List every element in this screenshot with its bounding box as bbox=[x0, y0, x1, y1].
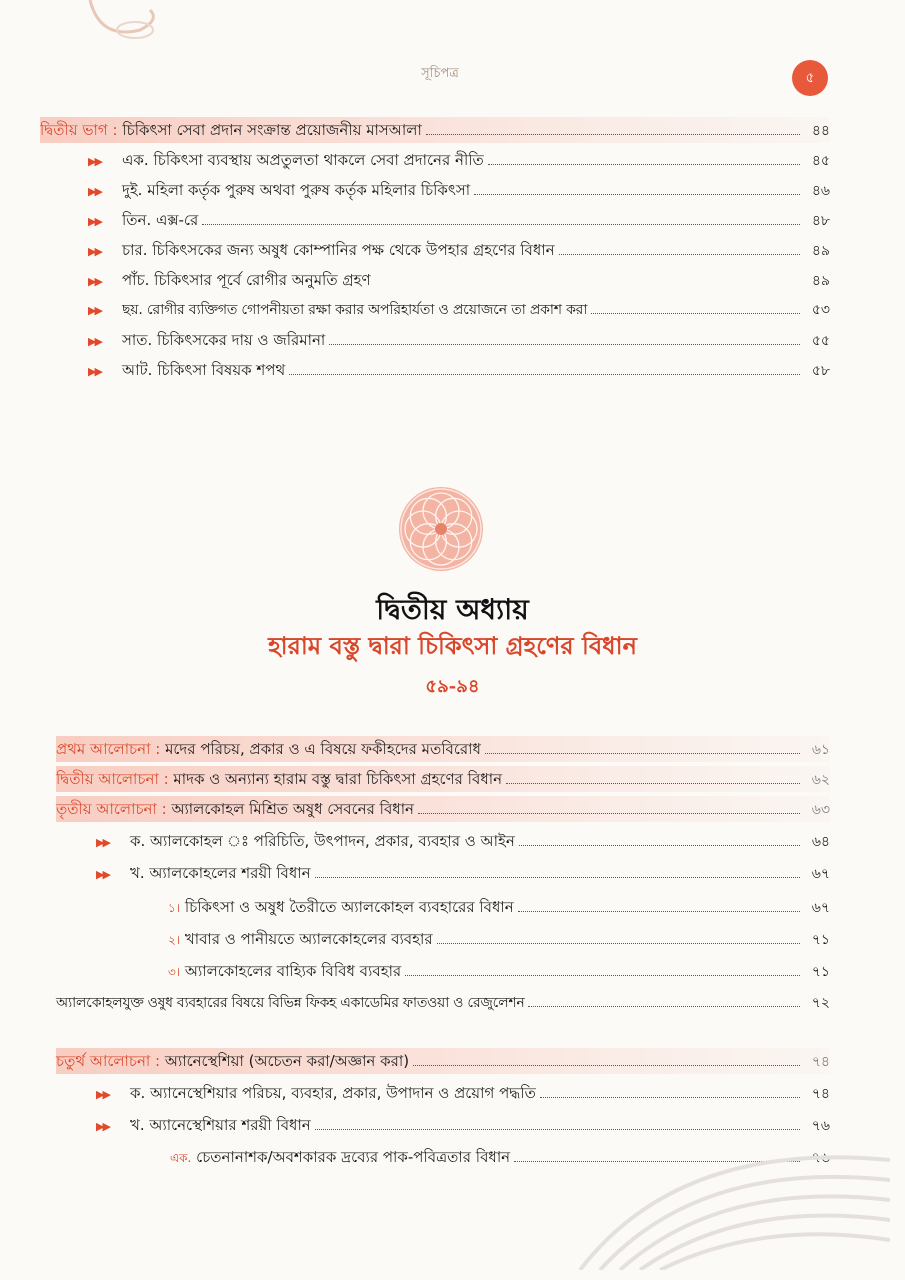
toc-entry[interactable] bbox=[96, 860, 830, 886]
toc-label: দুই. মহিলা কর্তৃক পুরুষ অথবা পুরুষ কর্তৃক মহিলার চিকিৎসা bbox=[122, 181, 471, 199]
toc-entry[interactable] bbox=[88, 327, 830, 353]
toc-subentry[interactable] bbox=[168, 958, 830, 984]
toc-page: ৬৭ bbox=[811, 866, 830, 882]
toc-label: এক. চিকিৎসা ব্যবস্থায় অপ্রতুলতা থাকলে সেবা প্রদানের নীতি bbox=[122, 151, 484, 169]
toc-label: অ্যালকোহলযুক্ত ওষুধ ব্যবহারের বিষয়ে বিভিন্ন ফিকহ একাডেমির ফাতওয়া ও রেজুলেশন bbox=[56, 995, 525, 1011]
toc-number: ২। bbox=[168, 933, 181, 947]
toc-page: ৬৭ bbox=[811, 900, 830, 916]
dot-leader bbox=[202, 224, 800, 225]
double-arrow-icon: ▶▶ bbox=[96, 1088, 109, 1101]
toc-label bbox=[168, 894, 514, 921]
toc-entry[interactable] bbox=[88, 297, 830, 323]
toc-page: ৬৪ bbox=[811, 834, 830, 850]
toc-title: মাদক ও অন্যান্য হারাম বস্তু দ্বারা চিকিৎসা গ্রহণের বিধান bbox=[173, 770, 503, 788]
dot-leader bbox=[518, 911, 800, 912]
toc-label: ছয়. রোগীর ব্যক্তিগত গোপনীয়তা রক্ষা করার অপরিহার্যতা ও প্রয়োজনে তা প্রকাশ করা bbox=[122, 302, 588, 318]
decorative-wave-icon bbox=[560, 1100, 890, 1270]
double-arrow-icon: ▶▶ bbox=[88, 335, 101, 348]
toc-label: খ. অ্যানেস্থেশিয়ার শরয়ী বিধান bbox=[130, 1116, 311, 1134]
double-arrow-icon: ▶▶ bbox=[96, 868, 109, 881]
toc-title: চেতনানাশক/অবশকারক দ্রব্যের পাক-পবিত্রতার বিধান bbox=[196, 1148, 511, 1166]
running-title: সূচিপত্র bbox=[421, 66, 459, 81]
toc-page: ৫৩ bbox=[811, 302, 830, 318]
toc-discussion-heading[interactable] bbox=[56, 766, 830, 792]
dot-leader bbox=[315, 877, 800, 878]
toc-discussion-heading[interactable] bbox=[56, 736, 830, 762]
dot-leader bbox=[591, 313, 800, 314]
toc-page: ৬২ bbox=[811, 772, 830, 788]
toc-number: এক. bbox=[170, 1151, 192, 1165]
toc-page: ৪৯ bbox=[811, 273, 830, 289]
toc-page: ৫৮ bbox=[811, 363, 830, 379]
dot-leader bbox=[426, 134, 800, 135]
toc-entry[interactable] bbox=[96, 828, 830, 854]
dot-leader bbox=[528, 1006, 800, 1007]
toc-title: অ্যালকোহলের বাহ্যিক বিবিধ ব্যবহার bbox=[184, 962, 402, 980]
double-arrow-icon: ▶▶ bbox=[88, 245, 101, 258]
toc-label bbox=[56, 766, 502, 792]
dot-leader bbox=[329, 344, 800, 345]
dot-leader bbox=[437, 943, 800, 944]
toc-page: ৫৫ bbox=[811, 333, 830, 349]
double-arrow-icon: ▶▶ bbox=[88, 155, 101, 168]
toc-entry[interactable] bbox=[88, 267, 830, 293]
toc-page: ৭৬ bbox=[811, 1118, 830, 1134]
toc-entry[interactable] bbox=[56, 990, 830, 1016]
toc-label bbox=[168, 958, 401, 985]
toc-label: পাঁচ. চিকিৎসার পূর্বে রোগীর অনুমতি গ্রহণ bbox=[122, 271, 371, 289]
toc-label: খ. অ্যালকোহলের শরয়ী বিধান bbox=[130, 864, 311, 882]
decorative-corner-icon bbox=[60, 0, 180, 60]
toc-label bbox=[56, 796, 414, 822]
rosette-ornament-icon bbox=[396, 484, 486, 574]
toc-entry[interactable] bbox=[88, 147, 830, 173]
toc-label: ক. অ্যালকোহল ঃ পরিচিতি, উৎপাদন, প্রকার, ব্যবহার ও আইন bbox=[130, 832, 515, 850]
toc-label bbox=[40, 117, 422, 143]
toc-label bbox=[168, 926, 433, 953]
dot-leader bbox=[488, 164, 800, 165]
toc-prefix: চতুর্থ আলোচনা : bbox=[56, 1052, 161, 1070]
dot-leader bbox=[413, 1065, 800, 1066]
page-number-badge: ৫ bbox=[792, 60, 828, 96]
double-arrow-icon: ▶▶ bbox=[88, 304, 101, 317]
toc-page: ৪৬ bbox=[811, 183, 830, 199]
dot-leader bbox=[540, 1097, 800, 1098]
toc-page: ৪৪ bbox=[811, 123, 830, 139]
toc-page: ৪৯ bbox=[811, 243, 830, 259]
chapter-subtitle: হারাম বস্তু দ্বারা চিকিৎসা গ্রহণের বিধান bbox=[268, 631, 637, 660]
chapter-title: দ্বিতীয় অধ্যায় bbox=[376, 593, 529, 626]
toc-number: ১। bbox=[168, 901, 181, 915]
double-arrow-icon: ▶▶ bbox=[88, 365, 101, 378]
toc-title: খাবার ও পানীয়তে অ্যালকোহলের ব্যবহার bbox=[184, 930, 433, 948]
toc-page: ৭১ bbox=[811, 964, 830, 980]
toc-title: মদের পরিচয়, প্রকার ও এ বিষয়ে ফকীহদের মতবিরোধ bbox=[165, 740, 481, 758]
toc-entry[interactable] bbox=[88, 207, 830, 233]
toc-prefix: প্রথম আলোচনা : bbox=[56, 740, 161, 758]
toc-label: ক. অ্যানেস্থেশিয়ার পরিচয়, ব্যবহার, প্রকার, উপাদান ও প্রয়োগ পদ্ধতি bbox=[130, 1084, 536, 1102]
toc-label: সাত. চিকিৎসকের দায় ও জরিমানা bbox=[122, 331, 326, 349]
double-arrow-icon: ▶▶ bbox=[88, 215, 101, 228]
double-arrow-icon: ▶▶ bbox=[96, 1120, 109, 1133]
toc-page: ৭৬ bbox=[811, 1150, 830, 1166]
chapter-page-range: ৫৯-৯৪ bbox=[425, 676, 480, 697]
double-arrow-icon: ▶▶ bbox=[88, 275, 101, 288]
toc-entry[interactable] bbox=[88, 177, 830, 203]
dot-leader bbox=[405, 975, 800, 976]
toc-page: ৪৮ bbox=[811, 213, 830, 229]
toc-page: ৪৫ bbox=[811, 153, 830, 169]
toc-label: আট. চিকিৎসা বিষয়ক শপথ bbox=[122, 361, 286, 379]
dot-leader bbox=[418, 813, 800, 814]
toc-discussion-heading[interactable] bbox=[56, 796, 830, 822]
toc-title: অ্যানেস্থেশিয়া (অচেতন করা/অজ্ঞান করা) bbox=[164, 1052, 410, 1070]
toc-prefix: দ্বিতীয় আলোচনা : bbox=[56, 770, 169, 788]
toc-number: ৩। bbox=[168, 965, 181, 979]
dot-leader bbox=[289, 374, 800, 375]
toc-prefix: তৃতীয় আলোচনা : bbox=[56, 800, 167, 818]
double-arrow-icon: ▶▶ bbox=[96, 836, 109, 849]
dot-leader bbox=[506, 783, 800, 784]
dot-leader bbox=[559, 254, 800, 255]
toc-entry[interactable] bbox=[88, 237, 830, 263]
toc-title: অ্যালকোহল মিশ্রিত অষুধ সেবনের বিধান bbox=[171, 800, 414, 818]
toc-label: চার. চিকিৎসকের জন্য অষুধ কোম্পানির পক্ষ থেকে উপহার গ্রহণের বিধান bbox=[122, 241, 555, 259]
toc-page: ৭২ bbox=[811, 995, 830, 1011]
toc-prefix: দ্বিতীয় ভাগ : bbox=[40, 121, 118, 139]
toc-subentry[interactable] bbox=[168, 894, 830, 920]
dot-leader bbox=[485, 753, 800, 754]
toc-subentry[interactable] bbox=[168, 926, 830, 952]
double-arrow-icon: ▶▶ bbox=[88, 185, 101, 198]
dot-leader bbox=[474, 194, 800, 195]
toc-entry[interactable] bbox=[88, 357, 830, 383]
toc-page: ৬১ bbox=[811, 742, 830, 758]
toc-label bbox=[170, 1144, 510, 1171]
dot-leader bbox=[519, 845, 800, 846]
toc-page: ৭৪ bbox=[811, 1054, 830, 1070]
page-header bbox=[0, 0, 905, 100]
toc-part-heading[interactable] bbox=[40, 117, 830, 143]
toc-page: ৬৩ bbox=[811, 802, 830, 818]
toc-title: চিকিৎসা সেবা প্রদান সংক্রান্ত প্রয়োজনীয় মাসআলা bbox=[122, 121, 422, 139]
toc-label bbox=[56, 1048, 409, 1074]
toc-page: ৭১ bbox=[811, 932, 830, 948]
toc-title: চিকিৎসা ও অষুধ তৈরীতে অ্যালকোহল ব্যবহারের বিধান bbox=[184, 898, 514, 916]
toc-label: তিন. এক্স-রে bbox=[122, 211, 199, 229]
toc-label bbox=[56, 736, 481, 762]
toc-discussion-heading[interactable] bbox=[56, 1048, 830, 1074]
toc-page: ৭৪ bbox=[811, 1086, 830, 1102]
